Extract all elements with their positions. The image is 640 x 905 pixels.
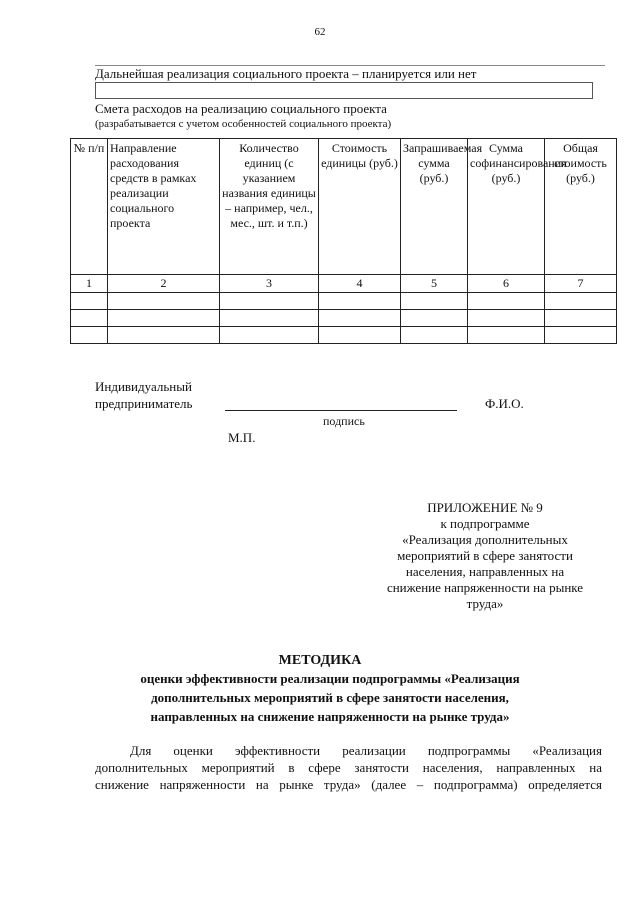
table-cell[interactable] — [220, 327, 319, 344]
header-number: № п/п — [71, 139, 108, 275]
header-requested: Запрашиваемая сумма (руб.) — [401, 139, 468, 275]
header-cofinancing: Сумма софинансирования (руб.) — [468, 139, 545, 275]
methodology-subtitle-line: дополнительных мероприятий в сфере занятости населения, — [151, 690, 509, 705]
table-cell[interactable] — [545, 310, 617, 327]
budget-table — [70, 138, 617, 344]
appendix-line: «Реализация дополнительных — [402, 532, 568, 547]
table-cell[interactable] — [220, 310, 319, 327]
table-cell[interactable] — [468, 293, 545, 310]
appendix-line: мероприятий в сфере занятости — [397, 548, 573, 563]
table-cell[interactable] — [545, 327, 617, 344]
methodology-body-line: Для оценки эффективности реализации подпрограммы «Реализация — [130, 743, 602, 758]
table-cell[interactable] — [108, 310, 220, 327]
column-number: 7 — [545, 275, 617, 293]
column-number: 3 — [220, 275, 319, 293]
table-cell[interactable] — [108, 293, 220, 310]
appendix-line: труда» — [466, 596, 504, 611]
signatory-role-line2: предприниматель — [95, 396, 193, 411]
appendix-number: ПРИЛОЖЕНИЕ № 9 — [427, 500, 543, 515]
stamp-label: М.П. — [228, 430, 256, 445]
table-cell[interactable] — [468, 310, 545, 327]
column-number-row — [71, 275, 617, 293]
table-cell[interactable] — [319, 327, 401, 344]
methodology-subtitle-line: оценки эффективности реализации подпрограммы «Реализация — [140, 671, 520, 686]
table-cell[interactable] — [220, 293, 319, 310]
table-cell[interactable] — [108, 327, 220, 344]
header-total: Общая стоимость (руб.) — [545, 139, 617, 275]
table-cell[interactable] — [71, 327, 108, 344]
table-cell[interactable] — [545, 293, 617, 310]
header-quantity: Количество единиц (с указанием названия единицы – например, чел., мес., шт. и т.п.) — [220, 139, 319, 275]
table-cell[interactable] — [319, 293, 401, 310]
table-row — [71, 293, 617, 310]
table-row — [71, 310, 617, 327]
signatory-role-line1: Индивидуальный — [95, 379, 192, 394]
methodology-subtitle-line: направленных на снижение напряженности на рынке труда» — [150, 709, 510, 724]
column-number: 1 — [71, 275, 108, 293]
table-cell[interactable] — [401, 327, 468, 344]
methodology-body-line: дополнительных мероприятий в сфере занятости населения, направленных на — [95, 760, 602, 775]
budget-subtitle: (разрабатывается с учетом особенностей социального проекта) — [95, 118, 392, 130]
header-direction: Направление расходования средств в рамках реализации социального проекта — [108, 139, 220, 275]
further-realization-label: Дальнейшая реализация социального проекта – планируется или нет — [95, 66, 477, 81]
column-number: 6 — [468, 275, 545, 293]
column-number: 2 — [108, 275, 220, 293]
appendix-line: к подпрограмме — [440, 516, 530, 531]
column-number: 5 — [401, 275, 468, 293]
table-row — [71, 327, 617, 344]
table-cell[interactable] — [71, 293, 108, 310]
table-cell[interactable] — [71, 310, 108, 327]
table-cell[interactable] — [319, 310, 401, 327]
fio-label: Ф.И.О. — [485, 396, 524, 411]
table-header-row — [71, 139, 617, 275]
signature-line[interactable] — [225, 410, 457, 411]
table-cell[interactable] — [401, 310, 468, 327]
column-number: 4 — [319, 275, 401, 293]
table-cell[interactable] — [401, 293, 468, 310]
appendix-line: населения, направленных на — [405, 564, 565, 579]
table-cell[interactable] — [468, 327, 545, 344]
page-number: 62 — [314, 26, 326, 38]
appendix-line: снижение напряженности на рынке — [386, 580, 584, 595]
header-unit-cost: Стоимость единицы (руб.) — [319, 139, 401, 275]
methodology-body-line: снижение напряженности на рынке труда» (далее – подпрограмма) определяется — [95, 777, 602, 792]
further-realization-field[interactable] — [95, 82, 593, 99]
signature-caption: подпись — [323, 414, 365, 428]
budget-title: Смета расходов на реализацию социального проекта — [95, 101, 387, 116]
methodology-title: МЕТОДИКА — [278, 653, 362, 668]
